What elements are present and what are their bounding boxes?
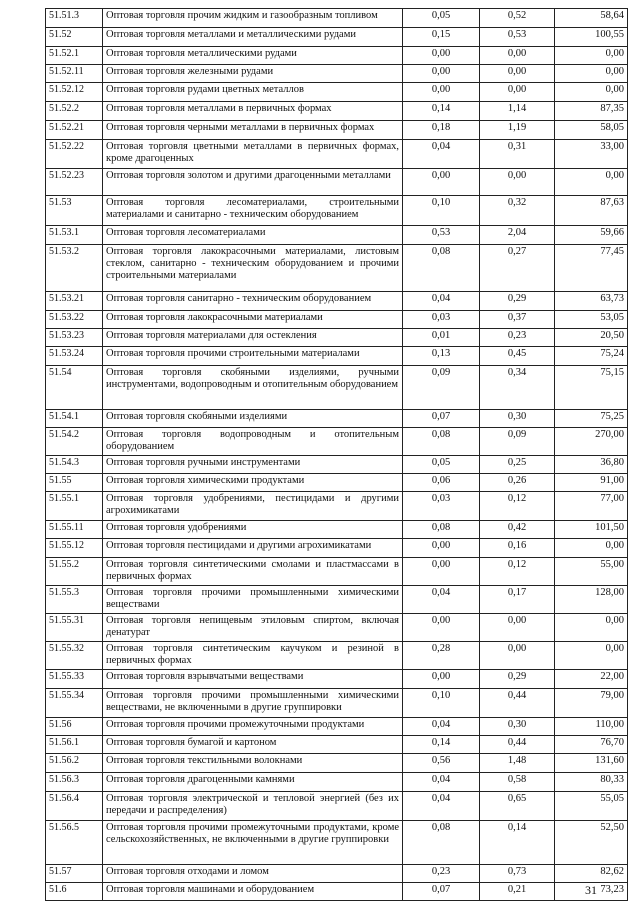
table-row — [46, 456, 628, 474]
row-value-2: 0,42 — [480, 521, 555, 539]
table-row — [46, 428, 628, 456]
row-name: Оптовая торговля непищевым этиловым спиртом, включая денатурат — [103, 614, 403, 642]
row-value-2: 0,17 — [480, 586, 555, 614]
table-row — [46, 329, 628, 347]
table-row — [46, 718, 628, 736]
row-value-3: 77,00 — [555, 492, 628, 521]
row-code: 51.53.22 — [46, 311, 103, 329]
row-code: 51.53.23 — [46, 329, 103, 347]
row-name: Оптовая торговля удобрениями, пестицидами и другими агрохимикатами — [103, 492, 403, 521]
row-value-3: 52,50 — [555, 821, 628, 865]
table-row — [46, 773, 628, 792]
table-row — [46, 140, 628, 169]
row-value-3: 79,00 — [555, 689, 628, 718]
row-name: Оптовая торговля черными металлами в первичных формах — [103, 121, 403, 140]
row-code: 51.54.3 — [46, 456, 103, 474]
row-value-2: 0,00 — [480, 642, 555, 670]
table-row — [46, 614, 628, 642]
row-value-1: 0,03 — [403, 311, 480, 329]
row-code: 51.52.2 — [46, 102, 103, 121]
row-value-2: 0,32 — [480, 196, 555, 226]
table-row — [46, 586, 628, 614]
table-row — [46, 9, 628, 28]
row-value-1: 0,10 — [403, 196, 480, 226]
row-value-2: 0,53 — [480, 28, 555, 47]
table-row — [46, 642, 628, 670]
table-row — [46, 196, 628, 226]
row-value-2: 0,00 — [480, 169, 555, 196]
row-value-1: 0,04 — [403, 792, 480, 821]
row-value-2: 0,34 — [480, 366, 555, 410]
row-name: Оптовая торговля синтетическими смолами и пластмассами в первичных формах — [103, 558, 403, 586]
row-code: 51.55.34 — [46, 689, 103, 718]
row-value-2: 0,26 — [480, 474, 555, 492]
row-value-3: 110,00 — [555, 718, 628, 736]
row-code: 51.53.1 — [46, 226, 103, 245]
row-value-1: 0,00 — [403, 670, 480, 689]
row-name: Оптовая торговля металлическими рудами — [103, 47, 403, 65]
row-value-2: 0,00 — [480, 47, 555, 65]
row-value-1: 0,00 — [403, 65, 480, 83]
row-value-3: 76,70 — [555, 736, 628, 754]
row-name: Оптовая торговля санитарно - техническим оборудованием — [103, 292, 403, 311]
table-row — [46, 689, 628, 718]
row-value-3: 82,62 — [555, 865, 628, 883]
row-value-3: 91,00 — [555, 474, 628, 492]
row-value-3: 87,35 — [555, 102, 628, 121]
data-table — [45, 8, 628, 901]
row-value-2: 0,00 — [480, 65, 555, 83]
table-row — [46, 558, 628, 586]
row-value-1: 0,08 — [403, 521, 480, 539]
row-value-1: 0,00 — [403, 47, 480, 65]
row-value-3: 55,05 — [555, 792, 628, 821]
row-name: Оптовая торговля текстильными волокнами — [103, 754, 403, 773]
row-value-1: 0,00 — [403, 83, 480, 102]
row-value-2: 0,09 — [480, 428, 555, 456]
row-code: 51.55.2 — [46, 558, 103, 586]
row-value-1: 0,18 — [403, 121, 480, 140]
row-value-1: 0,04 — [403, 292, 480, 311]
table-row — [46, 28, 628, 47]
row-value-3: 22,00 — [555, 670, 628, 689]
table-row — [46, 754, 628, 773]
row-value-1: 0,07 — [403, 410, 480, 428]
row-value-3: 128,00 — [555, 586, 628, 614]
row-value-2: 0,12 — [480, 492, 555, 521]
row-value-1: 0,07 — [403, 883, 480, 901]
row-value-1: 0,03 — [403, 492, 480, 521]
row-value-1: 0,04 — [403, 140, 480, 169]
row-value-2: 0,29 — [480, 292, 555, 311]
row-value-2: 0,45 — [480, 347, 555, 366]
row-value-1: 0,56 — [403, 754, 480, 773]
table-row — [46, 65, 628, 83]
row-value-2: 1,19 — [480, 121, 555, 140]
row-name: Оптовая торговля скобяными изделиями — [103, 410, 403, 428]
table-body — [46, 9, 628, 901]
row-code: 51.56 — [46, 718, 103, 736]
row-code: 51.53.2 — [46, 245, 103, 292]
row-value-3: 75,15 — [555, 366, 628, 410]
row-name: Оптовая торговля железными рудами — [103, 65, 403, 83]
row-value-1: 0,08 — [403, 821, 480, 865]
row-code: 51.55.31 — [46, 614, 103, 642]
row-value-3: 0,00 — [555, 539, 628, 558]
row-code: 51.53.24 — [46, 347, 103, 366]
row-code: 51.56.4 — [46, 792, 103, 821]
row-value-3: 36,80 — [555, 456, 628, 474]
row-value-1: 0,00 — [403, 614, 480, 642]
table-row — [46, 821, 628, 865]
row-code: 51.56.5 — [46, 821, 103, 865]
row-value-3: 58,64 — [555, 9, 628, 28]
row-code: 51.52.12 — [46, 83, 103, 102]
row-name: Оптовая торговля пестицидами и другими агрохимикатами — [103, 539, 403, 558]
row-name: Оптовая торговля прочими промежуточными продуктами, кроме сельскохозяйственных, не включенными в другие группировки — [103, 821, 403, 865]
row-value-2: 0,16 — [480, 539, 555, 558]
row-name: Оптовая торговля металлами в первичных формах — [103, 102, 403, 121]
row-value-3: 75,24 — [555, 347, 628, 366]
row-value-2: 0,44 — [480, 689, 555, 718]
row-name: Оптовая торговля прочими промышленными химическими веществами, не включенными в другие группировки — [103, 689, 403, 718]
row-value-3: 33,00 — [555, 140, 628, 169]
row-value-3: 0,00 — [555, 169, 628, 196]
table-row — [46, 226, 628, 245]
row-value-3: 0,00 — [555, 83, 628, 102]
table-row — [46, 474, 628, 492]
table-row — [46, 366, 628, 410]
table-row — [46, 865, 628, 883]
row-code: 51.52.11 — [46, 65, 103, 83]
row-value-2: 0,73 — [480, 865, 555, 883]
row-code: 51.52.22 — [46, 140, 103, 169]
row-value-1: 0,05 — [403, 456, 480, 474]
table-row — [46, 47, 628, 65]
row-value-3: 80,33 — [555, 773, 628, 792]
row-value-3: 0,00 — [555, 642, 628, 670]
row-code: 51.55.32 — [46, 642, 103, 670]
table-row — [46, 521, 628, 539]
table-row — [46, 670, 628, 689]
table-row — [46, 292, 628, 311]
row-name: Оптовая торговля цветными металлами в первичных формах, кроме драгоценных — [103, 140, 403, 169]
row-code: 51.56.3 — [46, 773, 103, 792]
row-value-2: 0,37 — [480, 311, 555, 329]
row-value-1: 0,00 — [403, 539, 480, 558]
table-row — [46, 539, 628, 558]
row-value-2: 0,29 — [480, 670, 555, 689]
row-value-3: 63,73 — [555, 292, 628, 311]
row-value-2: 1,14 — [480, 102, 555, 121]
row-code: 51.6 — [46, 883, 103, 901]
row-value-2: 0,44 — [480, 736, 555, 754]
row-value-2: 0,31 — [480, 140, 555, 169]
row-value-3: 58,05 — [555, 121, 628, 140]
row-value-3: 77,45 — [555, 245, 628, 292]
row-value-1: 0,14 — [403, 736, 480, 754]
row-value-2: 0,25 — [480, 456, 555, 474]
table-row — [46, 245, 628, 292]
table-row — [46, 347, 628, 366]
row-name: Оптовая торговля взрывчатыми веществами — [103, 670, 403, 689]
row-value-2: 0,14 — [480, 821, 555, 865]
row-value-3: 75,25 — [555, 410, 628, 428]
row-code: 51.54.1 — [46, 410, 103, 428]
row-code: 51.55.12 — [46, 539, 103, 558]
row-code: 51.52.23 — [46, 169, 103, 196]
page-number: 31 — [585, 883, 597, 897]
row-value-2: 0,27 — [480, 245, 555, 292]
table-row — [46, 102, 628, 121]
table-row — [46, 492, 628, 521]
row-code: 51.55.11 — [46, 521, 103, 539]
row-value-1: 0,05 — [403, 9, 480, 28]
row-value-2: 0,30 — [480, 410, 555, 428]
row-value-2: 0,00 — [480, 83, 555, 102]
row-value-2: 0,58 — [480, 773, 555, 792]
table-row — [46, 736, 628, 754]
table-row — [46, 83, 628, 102]
row-value-3: 0,00 — [555, 65, 628, 83]
row-name: Оптовая торговля химическими продуктами — [103, 474, 403, 492]
row-value-3: 0,00 — [555, 614, 628, 642]
row-name: Оптовая торговля рудами цветных металлов — [103, 83, 403, 102]
row-name: Оптовая торговля металлами и металлическими рудами — [103, 28, 403, 47]
row-value-1: 0,13 — [403, 347, 480, 366]
row-code: 51.55.33 — [46, 670, 103, 689]
row-value-1: 0,06 — [403, 474, 480, 492]
row-name: Оптовая торговля машинами и оборудованием — [103, 883, 403, 901]
row-value-3: 53,05 — [555, 311, 628, 329]
row-code: 51.52 — [46, 28, 103, 47]
row-code: 51.52.1 — [46, 47, 103, 65]
row-name: Оптовая торговля водопроводным и отопительным оборудованием — [103, 428, 403, 456]
row-value-1: 0,28 — [403, 642, 480, 670]
row-value-2: 0,52 — [480, 9, 555, 28]
row-name: Оптовая торговля прочим жидким и газообразным топливом — [103, 9, 403, 28]
row-name: Оптовая торговля скобяными изделиями, ручными инструментами, водопроводным и отопительным оборудованием — [103, 366, 403, 410]
row-value-1: 0,09 — [403, 366, 480, 410]
row-code: 51.54 — [46, 366, 103, 410]
row-name: Оптовая торговля драгоценными камнями — [103, 773, 403, 792]
row-value-3: 55,00 — [555, 558, 628, 586]
table-row — [46, 311, 628, 329]
row-value-1: 0,10 — [403, 689, 480, 718]
row-value-1: 0,15 — [403, 28, 480, 47]
row-code: 51.53.21 — [46, 292, 103, 311]
row-value-1: 0,14 — [403, 102, 480, 121]
row-name: Оптовая торговля лесоматериалами — [103, 226, 403, 245]
row-value-3: 59,66 — [555, 226, 628, 245]
row-value-2: 0,00 — [480, 614, 555, 642]
row-value-2: 0,30 — [480, 718, 555, 736]
row-name: Оптовая торговля бумагой и картоном — [103, 736, 403, 754]
row-value-2: 0,21 — [480, 883, 555, 901]
table-row — [46, 121, 628, 140]
row-code: 51.57 — [46, 865, 103, 883]
row-name: Оптовая торговля удобрениями — [103, 521, 403, 539]
row-value-1: 0,01 — [403, 329, 480, 347]
row-name: Оптовая торговля материалами для остекления — [103, 329, 403, 347]
row-code: 51.56.2 — [46, 754, 103, 773]
row-code: 51.52.21 — [46, 121, 103, 140]
row-value-1: 0,04 — [403, 718, 480, 736]
row-value-1: 0,00 — [403, 169, 480, 196]
row-name: Оптовая торговля лакокрасочными материалами — [103, 311, 403, 329]
row-value-1: 0,04 — [403, 586, 480, 614]
row-value-1: 0,08 — [403, 245, 480, 292]
row-value-1: 0,53 — [403, 226, 480, 245]
row-name: Оптовая торговля прочими строительными материалами — [103, 347, 403, 366]
row-name: Оптовая торговля синтетическим каучуком и резиной в первичных формах — [103, 642, 403, 670]
row-name: Оптовая торговля отходами и ломом — [103, 865, 403, 883]
row-value-2: 2,04 — [480, 226, 555, 245]
row-value-2: 0,65 — [480, 792, 555, 821]
table-row — [46, 410, 628, 428]
row-code: 51.53 — [46, 196, 103, 226]
row-value-2: 1,48 — [480, 754, 555, 773]
row-code: 51.51.3 — [46, 9, 103, 28]
row-name: Оптовая торговля ручными инструментами — [103, 456, 403, 474]
row-value-3: 101,50 — [555, 521, 628, 539]
row-code: 51.56.1 — [46, 736, 103, 754]
row-code: 51.55.1 — [46, 492, 103, 521]
row-value-2: 0,23 — [480, 329, 555, 347]
row-value-3: 131,60 — [555, 754, 628, 773]
row-value-1: 0,04 — [403, 773, 480, 792]
row-name: Оптовая торговля лесоматериалами, строительными материалами и санитарно - техническим оборудованием — [103, 196, 403, 226]
table-row — [46, 792, 628, 821]
row-name: Оптовая торговля прочими промышленными химическими веществами — [103, 586, 403, 614]
row-name: Оптовая торговля золотом и другими драгоценными металлами — [103, 169, 403, 196]
row-value-3: 0,00 — [555, 47, 628, 65]
row-value-3: 87,63 — [555, 196, 628, 226]
row-value-1: 0,08 — [403, 428, 480, 456]
row-code: 51.54.2 — [46, 428, 103, 456]
row-name: Оптовая торговля лакокрасочными материалами, листовым стеклом, санитарно - техническим оборудованием и прочими строительными материалами — [103, 245, 403, 292]
row-name: Оптовая торговля электрической и тепловой энергией (без их передачи и распределения) — [103, 792, 403, 821]
row-value-3: 100,55 — [555, 28, 628, 47]
row-value-3: 20,50 — [555, 329, 628, 347]
row-value-1: 0,00 — [403, 558, 480, 586]
row-value-3: 73,23 — [555, 883, 628, 901]
row-value-2: 0,12 — [480, 558, 555, 586]
row-code: 51.55.3 — [46, 586, 103, 614]
table-row — [46, 883, 628, 901]
row-name: Оптовая торговля прочими промежуточными продуктами — [103, 718, 403, 736]
row-value-1: 0,23 — [403, 865, 480, 883]
table-row — [46, 169, 628, 196]
row-value-3: 270,00 — [555, 428, 628, 456]
row-code: 51.55 — [46, 474, 103, 492]
